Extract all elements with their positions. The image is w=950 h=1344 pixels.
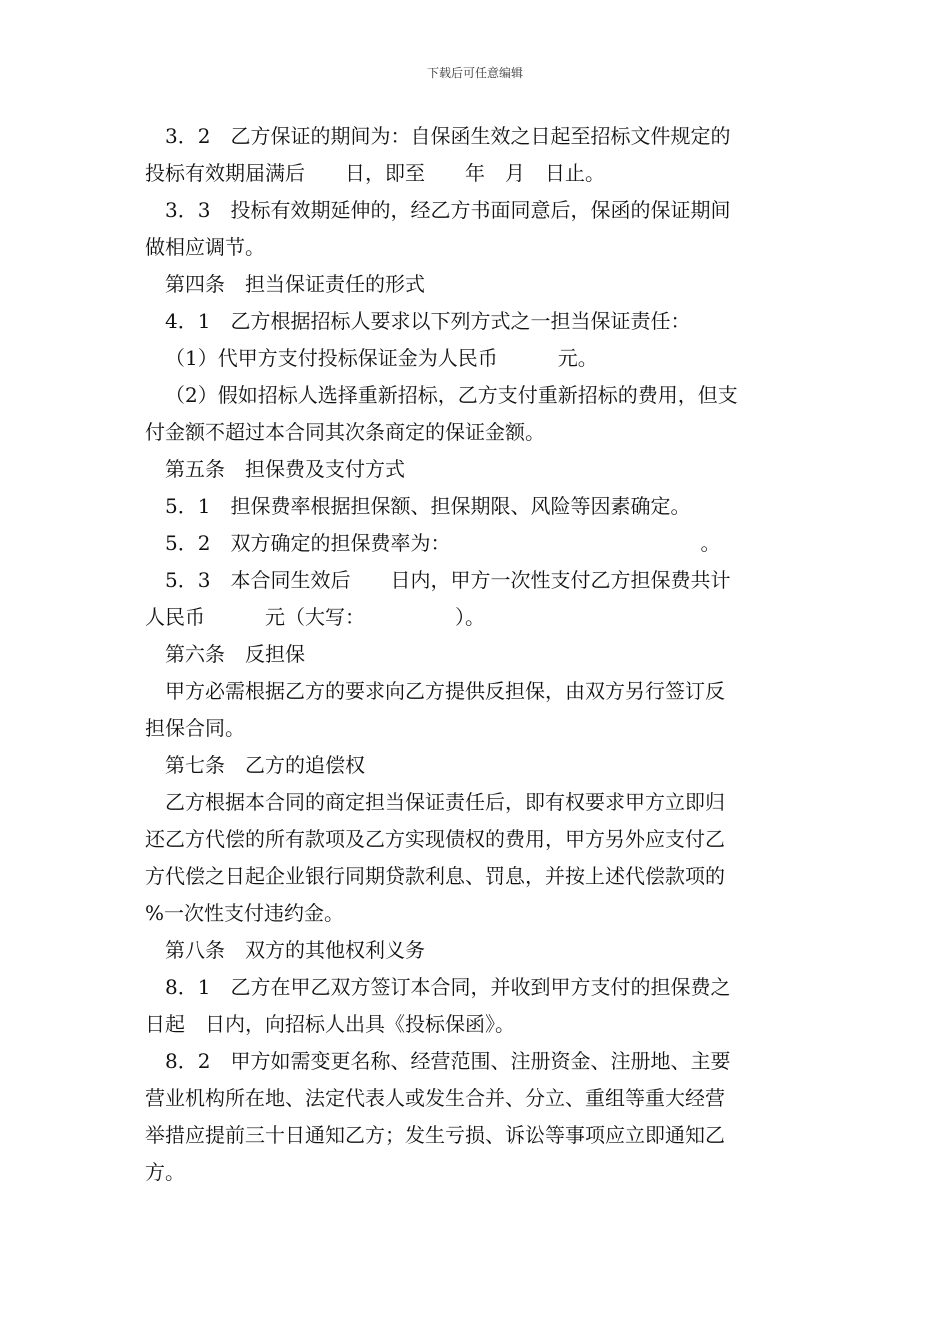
clause-4-1-item-2-line-2: 付金额不超过本合同其次条商定的保证金额。 — [145, 420, 545, 444]
clause-8-1-line-1: 8．1 乙方在甲乙双方签订本合同，并收到甲方支付的担保费之 — [165, 975, 731, 999]
clause-5-2: 5．2 双方确定的担保费率为： 。 — [165, 531, 721, 555]
clause-8-2-line-3: 举措应提前三十日通知乙方；发生亏损、诉讼等事项应立即通知乙 — [145, 1123, 725, 1147]
article-5-heading: 第五条 担保费及支付方式 — [165, 457, 405, 481]
article-6-text-line-2: 担保合同。 — [145, 716, 245, 740]
document-body — [145, 118, 807, 1191]
clause-4-1: 4．1 乙方根据招标人要求以下列方式之一担当保证责任： — [165, 309, 691, 333]
clause-3-3-line-2: 做相应调节。 — [145, 235, 265, 259]
article-8-heading: 第八条 双方的其他权利义务 — [165, 938, 425, 962]
article-6-heading: 第六条 反担保 — [165, 642, 305, 666]
clause-3-2-line-1: 3．2 乙方保证的期间为：自保函生效之日起至招标文件规定的 — [165, 124, 731, 148]
clause-3-2-line-2: 投标有效期届满后 日，即至 年 月 日止。 — [145, 161, 605, 185]
page-header-note: 下载后可任意编辑 — [426, 66, 523, 80]
article-4-heading: 第四条 担当保证责任的形式 — [165, 272, 425, 296]
article-7-text-line-2: 还乙方代偿的所有款项及乙方实现债权的费用，甲方另外应支付乙 — [145, 827, 725, 851]
article-7-text-line-4: %一次性支付违约金。 — [145, 901, 345, 925]
clause-8-1-line-2: 日起 日内，向招标人出具《投标保函》。 — [145, 1012, 515, 1036]
clause-4-1-item-2-line-1: （2）假如招标人选择重新招标，乙方支付重新招标的费用，但支 — [165, 383, 738, 407]
clause-5-1: 5．1 担保费率根据担保额、担保期限、风险等因素确定。 — [165, 494, 691, 518]
clause-8-2-line-4: 方。 — [145, 1160, 185, 1184]
article-7-heading: 第七条 乙方的追偿权 — [165, 753, 365, 777]
article-7-text-line-1: 乙方根据本合同的商定担当保证责任后，即有权要求甲方立即归 — [165, 790, 725, 814]
article-6-text-line-1: 甲方必需根据乙方的要求向乙方提供反担保，由双方另行签订反 — [165, 679, 725, 703]
clause-5-3-line-2: 人民币 元（大写： ）。 — [145, 605, 485, 629]
clause-4-1-item-1: （1）代甲方支付投标保证金为人民币 元。 — [165, 346, 598, 370]
clause-5-3-line-1: 5．3 本合同生效后 日内，甲方一次性支付乙方担保费共计 — [165, 568, 731, 592]
article-7-text-line-3: 方代偿之日起企业银行同期贷款利息、罚息，并按上述代偿款项的 — [145, 864, 725, 888]
clause-3-3-line-1: 3．3 投标有效期延伸的，经乙方书面同意后，保函的保证期间 — [165, 198, 731, 222]
clause-8-2-line-1: 8．2 甲方如需变更名称、经营范围、注册资金、注册地、主要 — [165, 1049, 731, 1073]
clause-8-2-line-2: 营业机构所在地、法定代表人或发生合并、分立、重组等重大经营 — [145, 1086, 725, 1110]
